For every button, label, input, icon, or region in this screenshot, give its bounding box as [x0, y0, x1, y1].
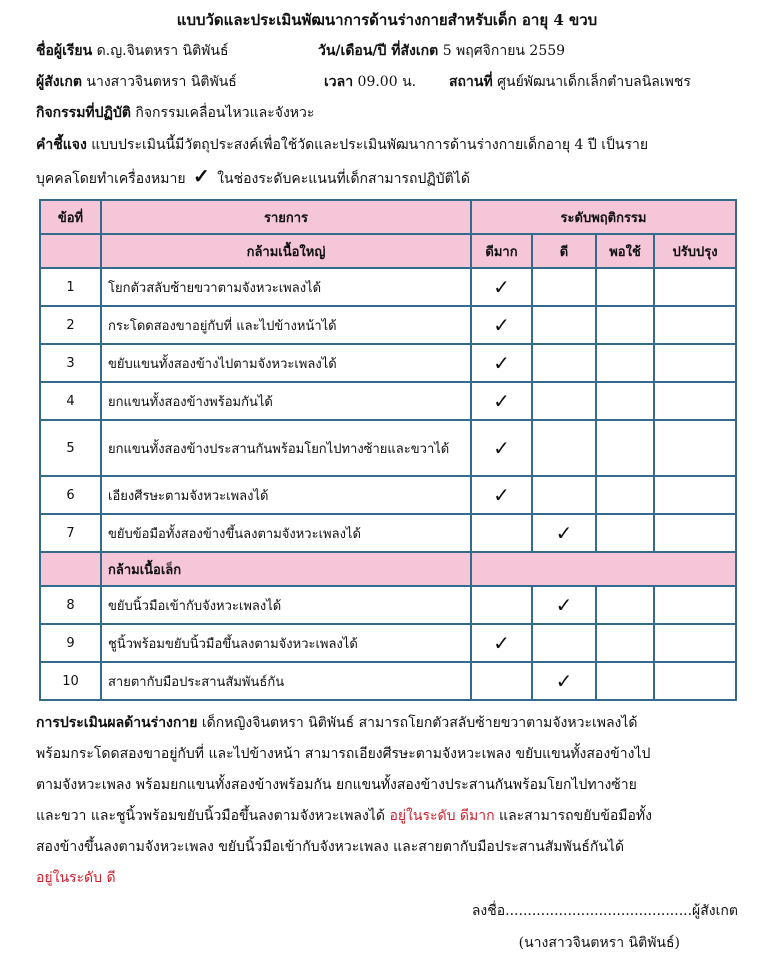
date-value: 5 พฤศจิกายน 2559: [442, 43, 566, 59]
col-level-header: ระดับพฤติกรรม: [471, 200, 736, 234]
level-cell-good: [532, 662, 596, 700]
activity-line: [36, 102, 314, 124]
level-cell-fair: [596, 662, 654, 700]
row-item: ขยับแขนทั้งสองข้างไปตามจังหวะเพลงได้: [101, 344, 471, 382]
level-cell-excellent: [471, 306, 532, 344]
level-cell-excellent: [471, 586, 532, 624]
time-label: เวลา: [324, 74, 354, 90]
table-row: [40, 586, 736, 624]
table-row: [40, 268, 736, 306]
evaluation-line-2: พร้อมกระโดดสองขาอยู่กับที่ และไปข้างหน้า สามารถเอียงศีรษะตามจังหวะเพลง ขยับแขนทั้งสองข้างไป: [36, 746, 651, 762]
time-line: [324, 71, 416, 93]
level-cell-good: [532, 382, 596, 420]
level-cell-excellent: [471, 514, 532, 552]
level-header-fair: พอใช้: [596, 234, 654, 268]
level-cell-improve: [654, 662, 736, 700]
check-mark-icon: ✓: [555, 521, 573, 545]
col-item-header: รายการ: [101, 200, 471, 234]
evaluation-line-3: ตามจังหวะเพลง พร้อมยกแขนทั้งสองข้างพร้อมกัน ยกแขนทั้งสองข้างประสานกันพร้อมโยกไปทางซ้าย: [36, 777, 637, 793]
evaluation-text-1: เด็กหญิงจินตหรา นิติพันธ์ สามารถโยกตัวสลับซ้ายขวาตามจังหวะเพลงได้: [201, 715, 638, 731]
check-mark-icon: ✓: [493, 275, 510, 299]
row-item: ยกแขนทั้งสองข้างประสานกันพร้อมโยกไปทางซ้ายและขวาได้: [101, 420, 471, 476]
row-number: 3: [40, 344, 101, 382]
level-cell-fair: [596, 586, 654, 624]
row-item: เอียงศีรษะตามจังหวะเพลงได้: [101, 476, 471, 514]
place-label: สถานที่: [449, 74, 493, 90]
form-title: แบบวัดและประเมินพัฒนาการด้านร่างกายสำหรับเด็ก อายุ 4 ขวบ: [176, 11, 598, 29]
table-row: [40, 514, 736, 552]
check-mark-icon: ✓: [493, 436, 510, 460]
level-cell-good: [532, 624, 596, 662]
level-cell-good: [532, 306, 596, 344]
level-cell-good: [532, 586, 596, 624]
instruction-text-1: แบบประเมินนี้มีวัตถุประสงค์เพื่อใช้วัดและประเมินพัฒนาการด้านร่างกายเด็กอายุ 4 ปี เป็นราย: [91, 137, 649, 153]
level-cell-good: [532, 268, 596, 306]
student-label: ชื่อผู้เรียน: [36, 43, 93, 59]
level-header-excellent: ดีมาก: [471, 234, 532, 268]
level-cell-improve: [654, 586, 736, 624]
level-cell-excellent: [471, 382, 532, 420]
student-line: [36, 40, 229, 62]
level-cell-excellent: [471, 268, 532, 306]
level-cell-fair: [596, 624, 654, 662]
time-value: 09.00 น.: [357, 74, 417, 90]
check-mark-icon: ✓: [555, 669, 573, 693]
table-row: [40, 476, 736, 514]
check-mark-icon: ✓: [493, 351, 510, 375]
row-number: 2: [40, 306, 101, 344]
instruction-text-2b: ในช่องระดับคะแนนที่เด็กสามารถปฏิบัติได้: [217, 171, 470, 187]
level-cell-fair: [596, 382, 654, 420]
level-cell-good: [532, 476, 596, 514]
group-large-muscle: กล้ามเนื้อใหญ่: [101, 234, 471, 268]
activity-value: กิจกรรมเคลื่อนไหวและจังหวะ: [135, 105, 315, 121]
group-row: [40, 552, 736, 586]
row-item: ยกแขนทั้งสองข้างพร้อมกันได้: [101, 382, 471, 420]
level-cell-excellent: [471, 476, 532, 514]
row-number: 6: [40, 476, 101, 514]
evaluation-line-4: [36, 801, 746, 832]
table-row: [40, 306, 736, 344]
group-row-blank: [40, 552, 101, 586]
observer-line: [36, 71, 237, 93]
row-item: โยกตัวสลับซ้ายขวาตามจังหวะเพลงได้: [101, 268, 471, 306]
level-cell-fair: [596, 268, 654, 306]
level-cell-fair: [596, 344, 654, 382]
check-mark-icon: ✓: [493, 483, 510, 507]
evaluation-text-4b: และสามารถขยับข้อมือทั้ง: [499, 808, 653, 824]
level-cell-improve: [654, 268, 736, 306]
level-cell-good: [532, 344, 596, 382]
check-mark-icon: ✓: [193, 164, 210, 188]
level-cell-improve: [654, 344, 736, 382]
table-row: [40, 382, 736, 420]
student-name: ด.ญ.จินตหรา นิติพันธ์: [96, 43, 229, 59]
check-mark-icon: ✓: [493, 313, 510, 337]
level-cell-improve: [654, 624, 736, 662]
evaluation-line-5: สองข้างขึ้นลงตามจังหวะเพลง ขยับนิ้วมือเข้ากับจังหวะเพลง และสายตากับมือประสานสัมพันธ์กันได้: [36, 839, 625, 855]
level-cell-improve: [654, 514, 736, 552]
place-value: ศูนย์พัฒนาเด็กเล็กตำบลนิลเพชร: [497, 74, 691, 90]
level-cell-fair: [596, 420, 654, 476]
table-row: [40, 624, 736, 662]
date-label: วัน/เดือน/ปี ที่สังเกต: [318, 43, 439, 59]
row-item: ชูนิ้วพร้อมขยับนิ้วมือขึ้นลงตามจังหวะเพลงได้: [101, 624, 471, 662]
check-mark-icon: ✓: [555, 593, 573, 617]
signature-line: ลงชื่อ..........................................ผู้สังเกต: [471, 903, 738, 919]
evaluation-label: การประเมินผลด้านร่างกาย: [36, 715, 198, 731]
place-line: [449, 71, 691, 93]
evaluation-text-4a: และขวา และชูนิ้วพร้อมขยับนิ้วมือขึ้นลงตามจังหวะเพลงได้: [36, 808, 385, 824]
evaluation-line-1: [36, 708, 746, 739]
row-number: 4: [40, 382, 101, 420]
check-mark-icon: ✓: [493, 389, 510, 413]
level-cell-fair: [596, 306, 654, 344]
row-number: 10: [40, 662, 101, 700]
table-row: [40, 344, 736, 382]
header-row: [40, 200, 736, 234]
table-row: [40, 662, 736, 700]
row-item: ขยับข้อมือทั้งสองข้างขึ้นลงตามจังหวะเพลงได้: [101, 514, 471, 552]
level-cell-excellent: [471, 662, 532, 700]
level-cell-excellent: [471, 624, 532, 662]
check-mark-icon: ✓: [493, 631, 510, 655]
row-number: 8: [40, 586, 101, 624]
level-cell-excellent: [471, 344, 532, 382]
row-number: 9: [40, 624, 101, 662]
level-cell-excellent: [471, 420, 532, 476]
level-cell-good: [532, 514, 596, 552]
row-number: 1: [40, 268, 101, 306]
level-cell-improve: [654, 306, 736, 344]
subheader-blank: [40, 234, 101, 268]
level-result-excellent: อยู่ในระดับ ดีมาก: [389, 808, 495, 824]
signature-name: (นางสาวจินตหรา นิติพันธ์): [518, 935, 680, 951]
group-row-level-blank: [471, 552, 736, 586]
level-cell-improve: [654, 476, 736, 514]
level-header-improve: ปรับปรุง: [654, 234, 736, 268]
assessment-table: [39, 199, 737, 701]
level-header-good: ดี: [532, 234, 596, 268]
row-item: กระโดดสองขาอยู่กับที่ และไปข้างหน้าได้: [101, 306, 471, 344]
level-result-good: อยู่ในระดับ ดี: [36, 870, 116, 886]
evaluation-paragraph: [36, 708, 746, 894]
group-small-muscle: กล้ามเนื้อเล็ก: [101, 552, 471, 586]
level-cell-fair: [596, 476, 654, 514]
row-item: ขยับนิ้วมือเข้ากับจังหวะเพลงได้: [101, 586, 471, 624]
instruction-label: คำชี้แจง: [36, 137, 87, 153]
instruction-line-2: [36, 164, 470, 190]
table-row: [40, 420, 736, 476]
row-number: 7: [40, 514, 101, 552]
row-number: 5: [40, 420, 101, 476]
observer-label: ผู้สังเกต: [36, 74, 82, 90]
level-cell-fair: [596, 514, 654, 552]
level-cell-improve: [654, 420, 736, 476]
date-line: [318, 40, 565, 62]
row-item: สายตากับมือประสานสัมพันธ์กัน: [101, 662, 471, 700]
subheader-row: [40, 234, 736, 268]
activity-label: กิจกรรมที่ปฏิบัติ: [36, 105, 131, 121]
level-cell-improve: [654, 382, 736, 420]
instruction-line-1: [36, 134, 648, 156]
level-cell-good: [532, 420, 596, 476]
col-no-header: ข้อที่: [40, 200, 101, 234]
observer-name: นางสาวจินตหรา นิติพันธ์: [86, 74, 237, 90]
instruction-text-2a: บุคคลโดยทำเครื่องหมาย: [36, 171, 186, 187]
